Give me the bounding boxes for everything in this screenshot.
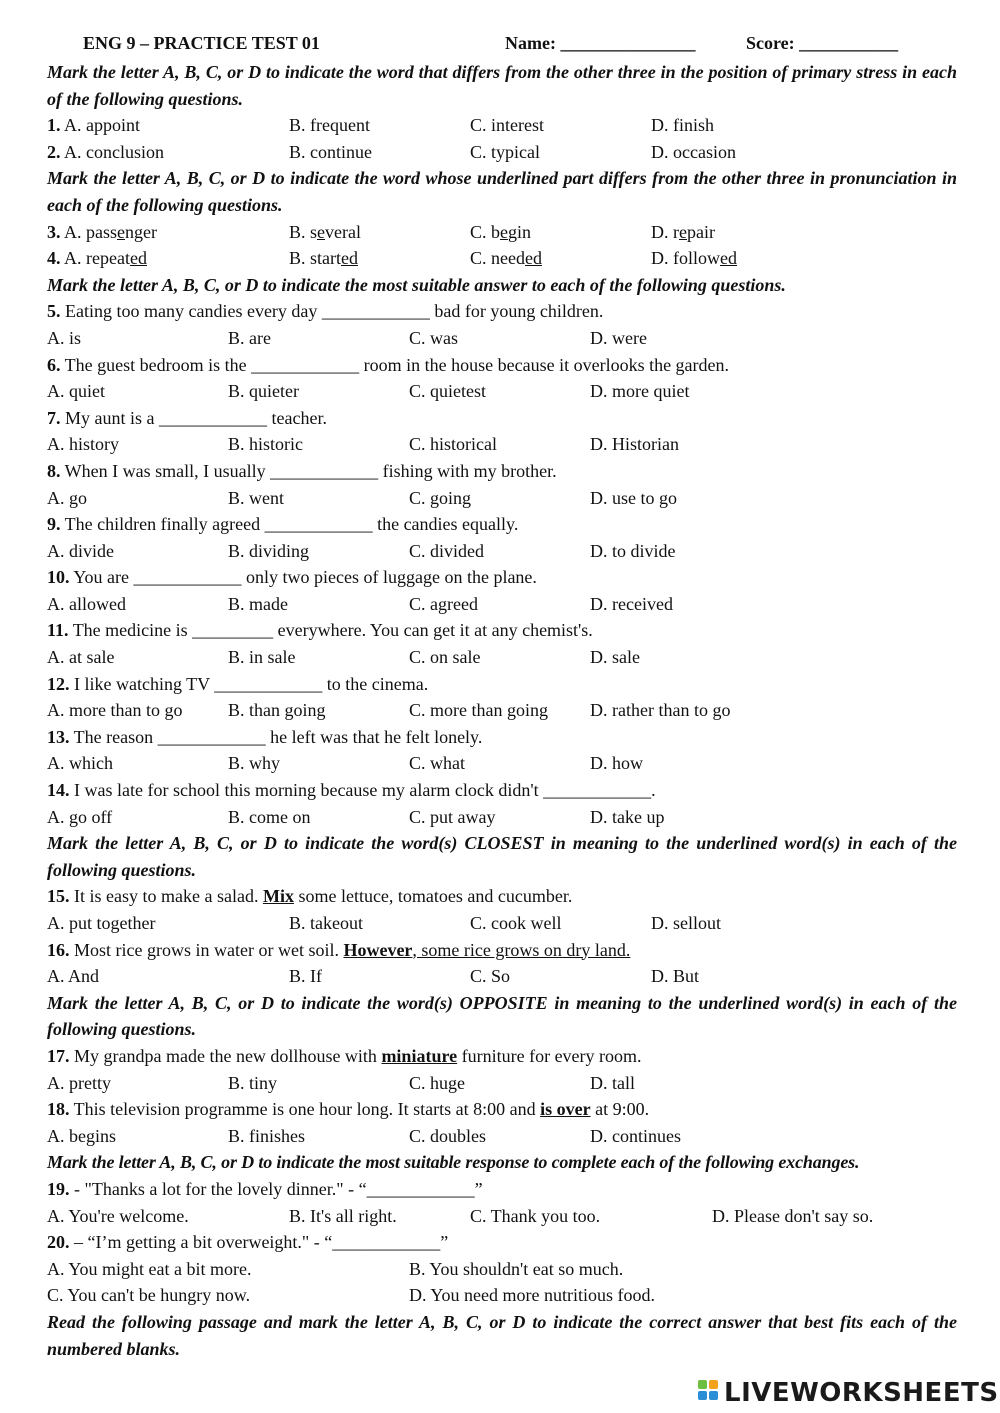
- option-a[interactable]: A. You're welcome.: [47, 1205, 189, 1226]
- option-c[interactable]: C. doubles: [409, 1125, 487, 1146]
- question-7-stem: [47, 405, 957, 432]
- option-d[interactable]: D. more quiet: [590, 381, 690, 402]
- option-b[interactable]: B. quieter: [228, 381, 299, 402]
- option-d[interactable]: D. use to go: [590, 487, 677, 508]
- question-text: The guest bedroom is the ____________ room in the house because it overlooks the garden.: [60, 354, 730, 375]
- option-a[interactable]: A. conclusion: [64, 141, 164, 162]
- option-a[interactable]: A. which: [47, 753, 113, 774]
- question-text: - "Thanks a lot for the lovely dinner." - “____________”: [69, 1178, 483, 1199]
- question-number: 11.: [47, 620, 69, 641]
- liveworksheets-logo-text: LIVEWORKSHEETS: [724, 1378, 999, 1408]
- option-d[interactable]: D. to divide: [590, 540, 676, 561]
- option-c[interactable]: C. So: [470, 966, 511, 987]
- question-7-options: [47, 431, 957, 458]
- option-d[interactable]: D. followed: [651, 248, 737, 269]
- question-number: 15.: [47, 886, 70, 907]
- question-number: 2.: [47, 141, 61, 162]
- option-d[interactable]: D. You need more nutritious food.: [409, 1285, 655, 1306]
- name-field[interactable]: Name: _______________: [505, 33, 696, 53]
- question-6-options: [47, 378, 957, 405]
- section-instruction: Mark the letter A, B, C, or D to indicate the word whose underlined part differs from the other three in pronunciation in each of the following questions.: [47, 168, 957, 215]
- option-c[interactable]: C. You can't be hungry now.: [47, 1285, 251, 1306]
- question-text: My aunt is a ____________ teacher.: [60, 407, 327, 428]
- option-d[interactable]: D. sellout: [651, 913, 721, 933]
- section-instruction: Read the following passage and mark the letter A, B, C, or D to indicate the correct answer that best fits each of the numbered blanks.: [47, 1311, 957, 1359]
- option-d[interactable]: D. occasion: [651, 141, 736, 162]
- option-d[interactable]: D. sale: [590, 647, 640, 668]
- question-19-stem: [47, 1176, 957, 1203]
- question-5-options: [47, 325, 957, 352]
- question-15-options: [47, 910, 957, 937]
- question-11-stem: [47, 617, 957, 644]
- option-c[interactable]: C. on sale: [409, 647, 481, 668]
- question-text: You are ____________ only two pieces of luggage on the plane.: [69, 567, 537, 588]
- option-c[interactable]: C. was: [409, 327, 458, 348]
- option-d[interactable]: D. received: [590, 593, 673, 614]
- question-3: [47, 219, 957, 246]
- option-a[interactable]: A. history: [47, 434, 119, 455]
- option-a[interactable]: A. go off: [47, 806, 113, 827]
- option-a[interactable]: A. You might eat a bit more.: [47, 1258, 252, 1279]
- option-c[interactable]: C. more than going: [409, 700, 548, 721]
- option-d[interactable]: D. finish: [651, 115, 714, 136]
- option-c[interactable]: C. put away: [409, 806, 496, 827]
- question-number: 1.: [47, 115, 61, 136]
- option-c[interactable]: C. interest: [470, 115, 544, 136]
- question-text: The reason ____________ he left was that he felt lonely.: [69, 726, 483, 747]
- question-number: 5.: [47, 301, 61, 322]
- option-c[interactable]: C. begin: [470, 221, 532, 242]
- question-11-options: [47, 644, 957, 671]
- section-instruction: Mark the letter A, B, C, or D to indicate the word(s) CLOSEST in meaning to the underlined word(s) in each of the following questions.: [47, 833, 957, 880]
- question-19-options: [47, 1203, 957, 1230]
- worksheet-page: [47, 33, 957, 1362]
- test-title: ENG 9 – PRACTICE TEST 01: [83, 33, 320, 53]
- liveworksheets-logo-icon: [698, 1380, 720, 1406]
- option-b[interactable]: B. started: [289, 248, 358, 269]
- option-c[interactable]: C. quietest: [409, 381, 486, 402]
- question-14-stem: [47, 777, 957, 804]
- option-d[interactable]: D. Please don't say so.: [712, 1205, 874, 1226]
- option-c[interactable]: C. historical: [409, 434, 497, 455]
- option-d[interactable]: D. repair: [651, 221, 715, 242]
- question-number: 3.: [47, 221, 61, 242]
- option-b[interactable]: B. If: [289, 966, 322, 987]
- question-text: I was late for school this morning because my alarm clock didn't ____________.: [69, 780, 656, 801]
- question-8-options: [47, 485, 957, 512]
- option-c[interactable]: C. agreed: [409, 593, 478, 614]
- question-number: 18.: [47, 1099, 70, 1120]
- question-number: 20.: [47, 1232, 70, 1253]
- question-20-options-ab: [47, 1256, 957, 1283]
- question-text: The children finally agreed ____________ the candies equally.: [60, 514, 519, 535]
- option-b[interactable]: B. in sale: [228, 647, 296, 668]
- question-number: 4.: [47, 248, 61, 269]
- question-16-options: [47, 963, 957, 990]
- question-number: 19.: [47, 1178, 70, 1199]
- question-17-stem: 17. My grandpa made the new dollhouse with miniature furniture for every room.: [47, 1045, 642, 1066]
- question-number: 14.: [47, 780, 70, 801]
- option-b[interactable]: B. dividing: [228, 540, 310, 561]
- option-b[interactable]: B. why: [228, 753, 281, 774]
- liveworksheets-logo: [698, 1378, 999, 1408]
- option-a[interactable]: A. more than to go: [47, 700, 183, 721]
- question-13-stem: [47, 724, 957, 751]
- option-b[interactable]: B. tiny: [228, 1072, 278, 1093]
- option-b[interactable]: B. come on: [228, 806, 311, 827]
- question-number: 17.: [47, 1045, 70, 1066]
- option-c[interactable]: C. typical: [470, 141, 540, 162]
- question-number: 9.: [47, 514, 61, 535]
- question-12-options: [47, 697, 957, 724]
- underlined-word: is over: [540, 1099, 591, 1120]
- option-b[interactable]: B. finishes: [228, 1125, 306, 1146]
- option-a[interactable]: A. put together: [47, 913, 156, 933]
- question-15-stem: 15. It is easy to make a salad. Mix some lettuce, tomatoes and cucumber.: [47, 886, 573, 907]
- question-16-stem: 16. Most rice grows in water or wet soil. However, some rice grows on dry land.: [47, 939, 631, 960]
- option-d[interactable]: D. rather than to go: [590, 700, 731, 721]
- option-b[interactable]: B. continue: [289, 141, 372, 162]
- question-5-stem: [47, 298, 957, 325]
- option-a[interactable]: A. go: [47, 487, 87, 508]
- question-14-options: [47, 804, 957, 831]
- underlined-word: However: [343, 939, 413, 960]
- question-text: I like watching TV ____________ to the cinema.: [69, 673, 429, 694]
- question-13-options: [47, 750, 957, 777]
- section-instruction: Mark the letter A, B, C, or D to indicate the most suitable response to complete each of the following exchanges.: [47, 1152, 860, 1173]
- question-9-stem: [47, 511, 957, 538]
- option-b[interactable]: B. frequent: [289, 115, 370, 136]
- option-b[interactable]: B. takeout: [289, 913, 363, 933]
- option-a[interactable]: A. is: [47, 327, 82, 348]
- question-text: When I was small, I usually ____________ fishing with my brother.: [60, 460, 557, 481]
- question-number: 13.: [47, 726, 70, 747]
- section-instruction: Mark the letter A, B, C, or D to indicate the word that differs from the other three in the position of primary stress in each of the following questions.: [47, 62, 957, 109]
- question-number: 16.: [47, 939, 70, 960]
- option-c[interactable]: C. going: [409, 487, 472, 508]
- option-b[interactable]: B. It's all right.: [289, 1205, 397, 1226]
- question-number: 6.: [47, 354, 61, 375]
- header: [47, 33, 957, 59]
- option-c[interactable]: C. what: [409, 753, 465, 774]
- section-instruction: Mark the letter A, B, C, or D to indicate the most suitable answer to each of the following questions.: [47, 274, 786, 295]
- option-d[interactable]: D. how: [590, 753, 643, 774]
- option-d[interactable]: D. But: [651, 966, 700, 987]
- option-c[interactable]: C. Thank you too.: [470, 1205, 601, 1226]
- option-d[interactable]: D. were: [590, 327, 647, 348]
- option-a[interactable]: A. allowed: [47, 593, 126, 614]
- option-c[interactable]: C. huge: [409, 1072, 465, 1093]
- option-b[interactable]: B. are: [228, 327, 271, 348]
- question-9-options: [47, 538, 957, 565]
- score-field: Score: ___________: [746, 33, 899, 53]
- option-a[interactable]: A. appoint: [64, 115, 141, 136]
- question-text: The medicine is _________ everywhere. You can get it at any chemist's.: [68, 620, 593, 641]
- option-a[interactable]: A. pretty: [47, 1072, 111, 1093]
- question-20-stem: [47, 1229, 957, 1256]
- option-c[interactable]: C. cook well: [470, 913, 562, 933]
- option-c[interactable]: C. divided: [409, 540, 484, 561]
- question-text: – “I’m getting a bit overweight." - “____________”: [69, 1232, 449, 1253]
- option-a[interactable]: A. repeated: [64, 248, 147, 269]
- question-number: 7.: [47, 407, 61, 428]
- question-number: 8.: [47, 460, 61, 481]
- underlined-word: Mix: [262, 886, 294, 907]
- option-d[interactable]: D. continues: [590, 1125, 681, 1146]
- option-c[interactable]: C. needed: [470, 248, 542, 269]
- option-b[interactable]: B. You shouldn't eat so much.: [409, 1258, 624, 1279]
- question-6-stem: [47, 352, 957, 379]
- question-20-options-cd: [47, 1282, 957, 1309]
- option-d[interactable]: D. tall: [590, 1072, 635, 1093]
- question-12-stem: [47, 671, 957, 698]
- question-4: [47, 245, 957, 272]
- question-number: 10.: [47, 567, 70, 588]
- option-b[interactable]: B. made: [228, 593, 288, 614]
- question-1: [47, 112, 957, 139]
- option-a[interactable]: A. And: [47, 966, 100, 987]
- question-number: 12.: [47, 673, 70, 694]
- option-a[interactable]: A. divide: [47, 540, 114, 561]
- option-b[interactable]: B. historic: [228, 434, 303, 455]
- option-a[interactable]: A. at sale: [47, 647, 115, 668]
- option-a[interactable]: A. passenger: [64, 221, 157, 242]
- option-a[interactable]: A. quiet: [47, 381, 105, 402]
- question-text: Eating too many candies every day ____________ bad for young children.: [60, 301, 604, 322]
- option-d[interactable]: D. take up: [590, 806, 665, 827]
- question-10-stem: [47, 564, 957, 591]
- option-b[interactable]: B. than going: [228, 700, 326, 721]
- option-b[interactable]: B. went: [228, 487, 284, 508]
- question-17-options: [47, 1070, 957, 1097]
- option-a[interactable]: A. begins: [47, 1125, 116, 1146]
- question-2: [47, 139, 957, 166]
- underlined-word: miniature: [381, 1045, 458, 1066]
- question-18-stem: 18. This television programme is one hour long. It starts at 8:00 and is over at 9:00.: [47, 1099, 650, 1120]
- question-10-options: [47, 591, 957, 618]
- option-d[interactable]: D. Historian: [590, 434, 679, 455]
- option-b[interactable]: B. several: [289, 221, 361, 242]
- question-18-options: [47, 1123, 957, 1150]
- question-8-stem: [47, 458, 957, 485]
- section-instruction: Mark the letter A, B, C, or D to indicate the word(s) OPPOSITE in meaning to the underlined word(s) in each of the following questions.: [47, 992, 957, 1040]
